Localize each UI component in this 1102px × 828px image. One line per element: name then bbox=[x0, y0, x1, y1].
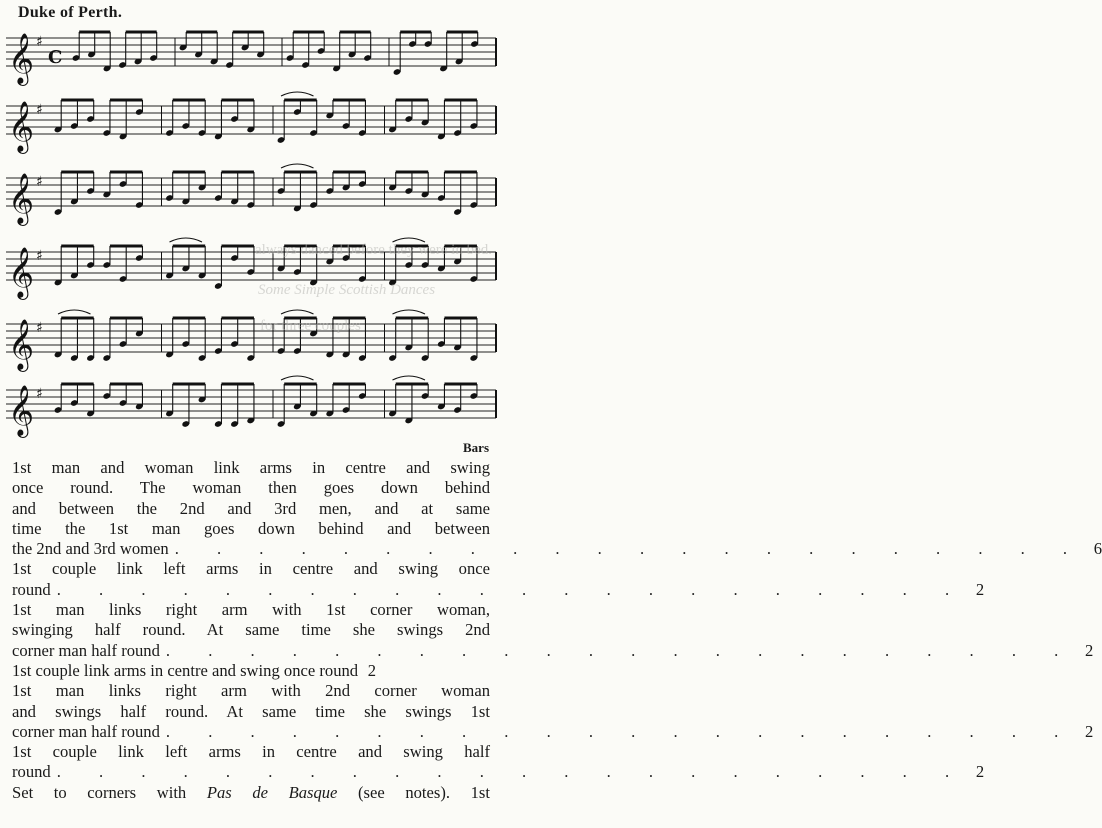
instruction-text: round bbox=[12, 762, 51, 782]
instruction-line bbox=[12, 478, 490, 498]
instruction-text: round bbox=[12, 579, 51, 599]
instruction-line bbox=[12, 559, 490, 579]
slur bbox=[170, 238, 203, 242]
slur bbox=[281, 376, 314, 380]
slur bbox=[58, 310, 91, 314]
bleed-through-text: for three couples bbox=[260, 318, 361, 334]
tune-title: Duke of Perth. bbox=[18, 4, 123, 21]
instruction-text: time the 1st man goes down behind and between bbox=[12, 518, 490, 538]
instruction-line bbox=[12, 640, 1094, 661]
dot-leader: . . . . . . . . . . . . . . . . . . . . . . bbox=[56, 579, 967, 599]
instruction-line bbox=[12, 762, 985, 782]
bar-count: 2 bbox=[367, 660, 377, 680]
instruction-text: 1st man and woman link arms in centre and swing bbox=[12, 458, 490, 477]
instruction-line bbox=[12, 721, 1094, 742]
instruction-line bbox=[12, 783, 490, 803]
instruction-text: corner man half round bbox=[12, 721, 160, 741]
instruction-line bbox=[12, 620, 490, 640]
treble-clef-icon: 𝄞 bbox=[8, 319, 35, 370]
instruction-line bbox=[12, 458, 490, 478]
slur bbox=[393, 376, 426, 380]
instruction-text: the 2nd and 3rd women bbox=[12, 539, 169, 559]
treble-clef-icon: 𝄞 bbox=[8, 385, 35, 436]
bars-column-heading: Bars bbox=[463, 440, 489, 455]
dot-leader: . . . . . . . . . . . . . . . . . . . . . . bbox=[165, 721, 1076, 741]
slur bbox=[281, 310, 314, 314]
bleed-through-text: Some Simple Scottish Dances bbox=[258, 282, 436, 298]
bar-count: 2 bbox=[975, 579, 985, 599]
bar-count: 2 bbox=[975, 762, 985, 782]
time-signature: C bbox=[48, 47, 63, 68]
bleed-through-text: always danced before they were in bed. bbox=[255, 242, 492, 258]
instruction-text: 1st man links right arm with 2nd corner woman bbox=[12, 681, 490, 701]
bar-count: 2 bbox=[1085, 640, 1094, 660]
sharp-icon: ♯ bbox=[36, 248, 43, 264]
instruction-text: swinging half round. At same time she swings 2nd bbox=[12, 620, 490, 640]
bar-count: 6 bbox=[1093, 539, 1102, 559]
sharp-icon: ♯ bbox=[36, 320, 43, 336]
slur bbox=[281, 164, 314, 168]
instruction-text: 1st couple link left arms in centre and swing once bbox=[12, 559, 490, 579]
dot-leader: . . . . . . . . . . . . . . . . . . . . . . bbox=[165, 640, 1076, 660]
dot-leader: . . . . . . . . . . . . . . . . . . . . . . bbox=[174, 539, 1085, 559]
instruction-text: and swings half round. At same time she swings 1st bbox=[12, 701, 490, 721]
dot-leader: . . . . . . . . . . . . . . . . . . . . . . bbox=[56, 762, 967, 782]
instruction-line bbox=[12, 702, 490, 722]
instruction-line bbox=[12, 600, 490, 620]
instruction-line bbox=[12, 742, 490, 762]
slur bbox=[281, 92, 314, 96]
instruction-text: 1st man links right arm with 1st corner woman, bbox=[12, 600, 490, 620]
sharp-icon: ♯ bbox=[36, 102, 43, 118]
treble-clef-icon: 𝄞 bbox=[8, 247, 35, 298]
instruction-line bbox=[12, 519, 490, 539]
treble-clef-icon: 𝄞 bbox=[8, 101, 35, 152]
instruction-line bbox=[12, 499, 490, 519]
instruction-text: 1st couple link arms in centre and swing once round bbox=[12, 660, 359, 680]
bar-count: 2 bbox=[1085, 721, 1094, 741]
instruction-line bbox=[12, 579, 985, 600]
instruction-text: corner man half round bbox=[12, 640, 160, 660]
sheet-music bbox=[0, 0, 503, 440]
instruction-line bbox=[12, 681, 490, 701]
treble-clef-icon: 𝄞 bbox=[8, 173, 35, 224]
sharp-icon: ♯ bbox=[36, 34, 43, 50]
instruction-text: and between the 2nd and 3rd men, and at same bbox=[12, 498, 490, 518]
dance-instructions bbox=[12, 458, 1102, 803]
instruction-text: 1st couple link left arms in centre and swing half bbox=[12, 742, 490, 762]
sharp-icon: ♯ bbox=[36, 386, 43, 402]
slur bbox=[393, 310, 426, 314]
instruction-line bbox=[12, 661, 490, 681]
sharp-icon: ♯ bbox=[36, 174, 43, 190]
instruction-line bbox=[12, 539, 1102, 559]
instruction-text: Set to corners with Pas de Basque (see notes). 1st bbox=[12, 782, 490, 802]
instruction-text: once round. The woman then goes down behind bbox=[12, 478, 490, 498]
treble-clef-icon: 𝄞 bbox=[8, 33, 35, 84]
